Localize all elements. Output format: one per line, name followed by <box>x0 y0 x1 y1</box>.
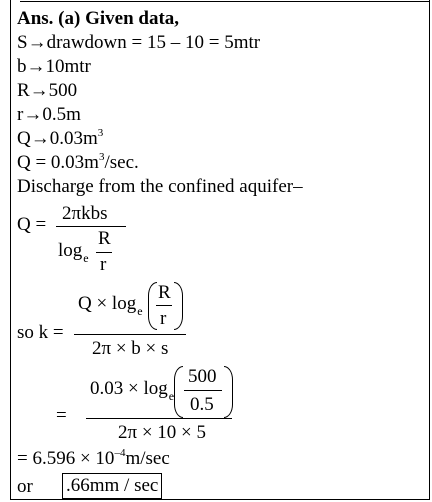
given-drawdown: S→drawdown = 15 – 10 = 5mtr <box>17 32 261 53</box>
given-R: R→500 <box>17 80 78 101</box>
formula2-inner-num: R <box>158 282 171 303</box>
result-line: = $6.596 \times 10^{-4}m/\sec$ <box>17 447 170 469</box>
formula1-lhs: Q = <box>17 214 47 235</box>
formula1-fraction-bar <box>56 226 126 227</box>
formula3-denominator: 2π × 10 × 5 <box>118 422 207 443</box>
formula2-left-paren <box>148 282 157 330</box>
given-b: b→10mtr <box>17 56 91 77</box>
or-label: or <box>17 476 33 497</box>
formula3-equals: = <box>56 405 67 426</box>
top-rule <box>20 1 430 2</box>
formula2-inner-den: r <box>160 308 167 329</box>
boxed-answer-value: .66mm / sec <box>66 475 159 496</box>
formula3-inner-bar <box>184 390 222 391</box>
formula3-right-paren <box>224 366 233 418</box>
formula1-numerator: 2πkbs <box>62 203 108 224</box>
formula1-inner-bar <box>96 252 112 253</box>
formula2-right-paren <box>174 282 183 330</box>
formula2-inner-bar <box>156 305 172 306</box>
given-r: r→0.5m <box>17 104 81 125</box>
formula3-fraction-bar <box>86 418 232 419</box>
formula2-denominator: 2π × b × s <box>92 338 169 359</box>
answer-heading: Ans. (a) Given data, <box>17 8 180 29</box>
formula3-left-paren <box>174 366 183 418</box>
formula3-inner-den: 0.5 <box>190 394 214 415</box>
discharge-statement: Discharge from the confined aquifer– <box>17 176 303 197</box>
formula2-fraction-bar <box>74 334 186 335</box>
formula2-lhs: so k = <box>17 322 64 343</box>
formula1-log: $\log_e$ <box>58 240 89 265</box>
formula1-inner-num: R <box>98 228 111 249</box>
formula1-inner-den: r <box>100 254 107 275</box>
formula2-numerator: $Q \times \log_e$ <box>78 293 143 318</box>
given-Q-converted: $Q = 0.03m^3/\sec$. <box>17 151 139 173</box>
formula3-inner-num: 500 <box>188 366 217 387</box>
formula3-numerator: $0.03 \times \log_e$ <box>90 378 175 403</box>
given-Q: $Q\to 0.03m^3$ <box>17 127 104 149</box>
